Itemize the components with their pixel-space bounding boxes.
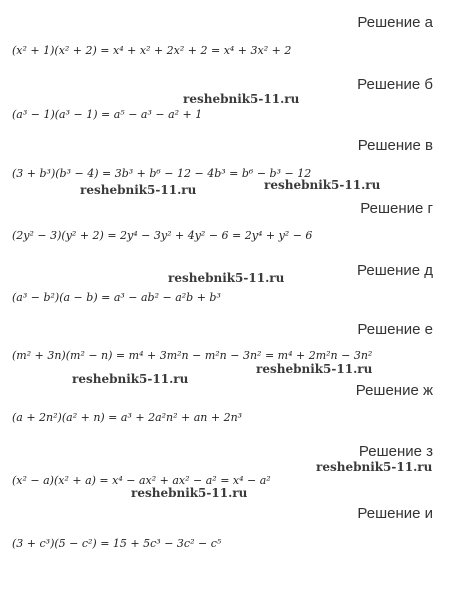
watermark-1: reshebnik5-11.ru <box>183 92 300 106</box>
solution-heading-a: Решение а <box>357 14 433 31</box>
watermark-7: reshebnik5-11.ru <box>316 460 433 474</box>
solution-formula-v: (3 + b³)(b³ − 4) = 3b³ + b⁶ − 12 − 4b³ = b⁶ − b³ − 12 <box>12 167 312 180</box>
solution-formula-d: (a³ − b²)(a − b) = a³ − ab² − a²b + b³ <box>12 291 221 304</box>
solution-heading-b: Решение б <box>357 76 433 93</box>
watermark-3: reshebnik5-11.ru <box>80 183 197 197</box>
solution-formula-zh: (a + 2n²)(a² + n) = a³ + 2a²n² + an + 2n³ <box>12 411 243 424</box>
solution-heading-d: Решение д <box>357 262 433 279</box>
solution-formula-e: (m² + 3n)(m² − n) = m⁴ + 3m²n − m²n − 3n² = m⁴ + 2m²n − 3n² <box>12 349 373 362</box>
solution-formula-a: (x² + 1)(x² + 2) = x⁴ + x² + 2x² + 2 = x⁴ + 3x² + 2 <box>12 44 292 57</box>
solution-formula-b: (a³ − 1)(a³ − 1) = a⁵ − a³ − a² + 1 <box>12 108 203 121</box>
watermark-6: reshebnik5-11.ru <box>72 372 189 386</box>
solution-heading-v: Решение в <box>357 137 433 154</box>
solution-formula-z: (x² − a)(x² + a) = x⁴ − ax² + ax² − a² = x⁴ − a² <box>12 474 271 487</box>
solution-heading-e: Решение е <box>357 321 433 338</box>
solution-formula-i: (3 + c³)(5 − c²) = 15 + 5c³ − 3c² − c⁵ <box>12 537 222 550</box>
solution-heading-g: Решение г <box>360 200 433 217</box>
solution-formula-g: (2y² − 3)(y² + 2) = 2y⁴ − 3y² + 4y² − 6 = 2y⁴ + y² − 6 <box>12 229 313 242</box>
watermark-8: reshebnik5-11.ru <box>131 486 248 500</box>
solution-heading-i: Решение и <box>357 505 433 522</box>
solution-heading-zh: Решение ж <box>355 382 433 399</box>
solution-heading-z: Решение з <box>358 443 433 460</box>
watermark-2: reshebnik5-11.ru <box>264 178 381 192</box>
watermark-5: reshebnik5-11.ru <box>256 362 373 376</box>
watermark-4: reshebnik5-11.ru <box>168 271 285 285</box>
